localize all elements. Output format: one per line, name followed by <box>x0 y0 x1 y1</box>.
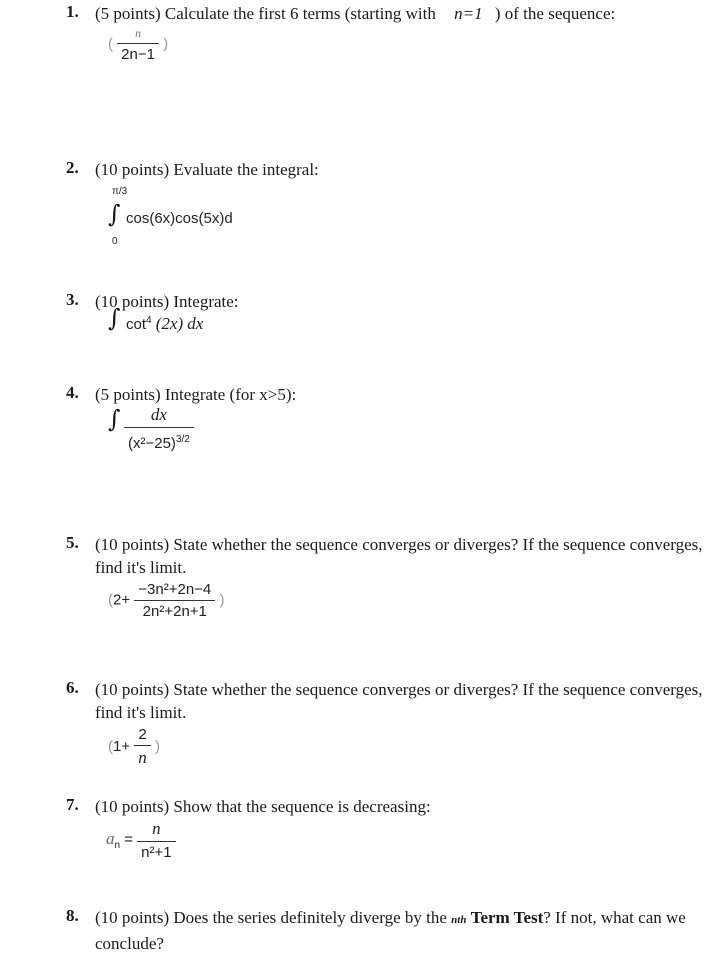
question-text: (10 points) Evaluate the integral: <box>95 160 319 179</box>
term-test-label: Term Test <box>470 908 544 927</box>
numerator: n <box>135 26 142 40</box>
integrand: $\cot^4 (2x)$ dx <box>126 314 204 333</box>
denominator: n <box>134 745 151 768</box>
question-number: 6. <box>66 678 79 697</box>
integrand: cos(6x)cos(5x)d <box>126 210 233 227</box>
question-number: 5. <box>66 533 79 552</box>
sequence-formula: (1+ $\frac{2}{n}$ ) <box>108 726 160 767</box>
question-text: (10 points) State whether the sequence converges or diverges? If the sequence converges, find it's limit. <box>95 680 703 722</box>
numerator: n <box>152 819 161 838</box>
numerator: −3n²+2n−4 <box>138 581 212 598</box>
integral-sign: ∫ <box>108 200 121 228</box>
question-number: 4. <box>66 383 79 402</box>
question-text: (5 points) Calculate the first 6 terms (starting with n=1 ) of the sequence: <box>95 4 616 23</box>
sequence-formula: (2+ $\frac{\text{−3n²+2n−4}}{\text{2n²+2n+1}}$ ) <box>108 581 225 620</box>
denominator: 2n²+2n+1 <box>134 600 215 620</box>
sequence-formula: $a_n$ = $\frac{n}{\text{n²+1}}$ <box>106 819 176 861</box>
integral-fraction <box>124 405 194 452</box>
numerator: dx <box>150 405 167 424</box>
integral-sign: ∫ <box>108 304 121 332</box>
question-text: (10 points) State whether the sequence converges or diverges? If the sequence converges, find it's limit. <box>95 535 703 577</box>
question-number: 1. <box>66 2 79 21</box>
variable-n: n=1 <box>454 4 483 23</box>
question-number: 8. <box>66 906 79 925</box>
question-text: (5 points) Integrate (for x>5): <box>95 385 297 404</box>
denominator: 2n−1 <box>117 43 159 63</box>
lower-limit: 0 <box>112 236 118 247</box>
question-number: 7. <box>66 795 79 814</box>
question-text: (10 points) Integrate: <box>95 292 239 311</box>
question-text: (10 points) Show that the sequence is decreasing: <box>95 797 431 816</box>
sequence-formula: ( $\frac{n}{2n-1}$ ) <box>108 26 169 63</box>
question-text: (10 points) Does the series definitely diverge by the nth Term Test? If not, what can we conclude? <box>95 908 686 953</box>
nth-term: nth <box>451 914 467 926</box>
upper-limit: π/3 <box>112 186 128 197</box>
integral-sign: ∫ <box>108 405 121 433</box>
denominator: $(x^2-25)^{3/2}$ <box>124 427 194 452</box>
denominator: n²+1 <box>137 841 175 861</box>
numerator: 2 <box>138 726 147 743</box>
question-number: 3. <box>66 290 79 309</box>
question-number: 2. <box>66 158 79 177</box>
